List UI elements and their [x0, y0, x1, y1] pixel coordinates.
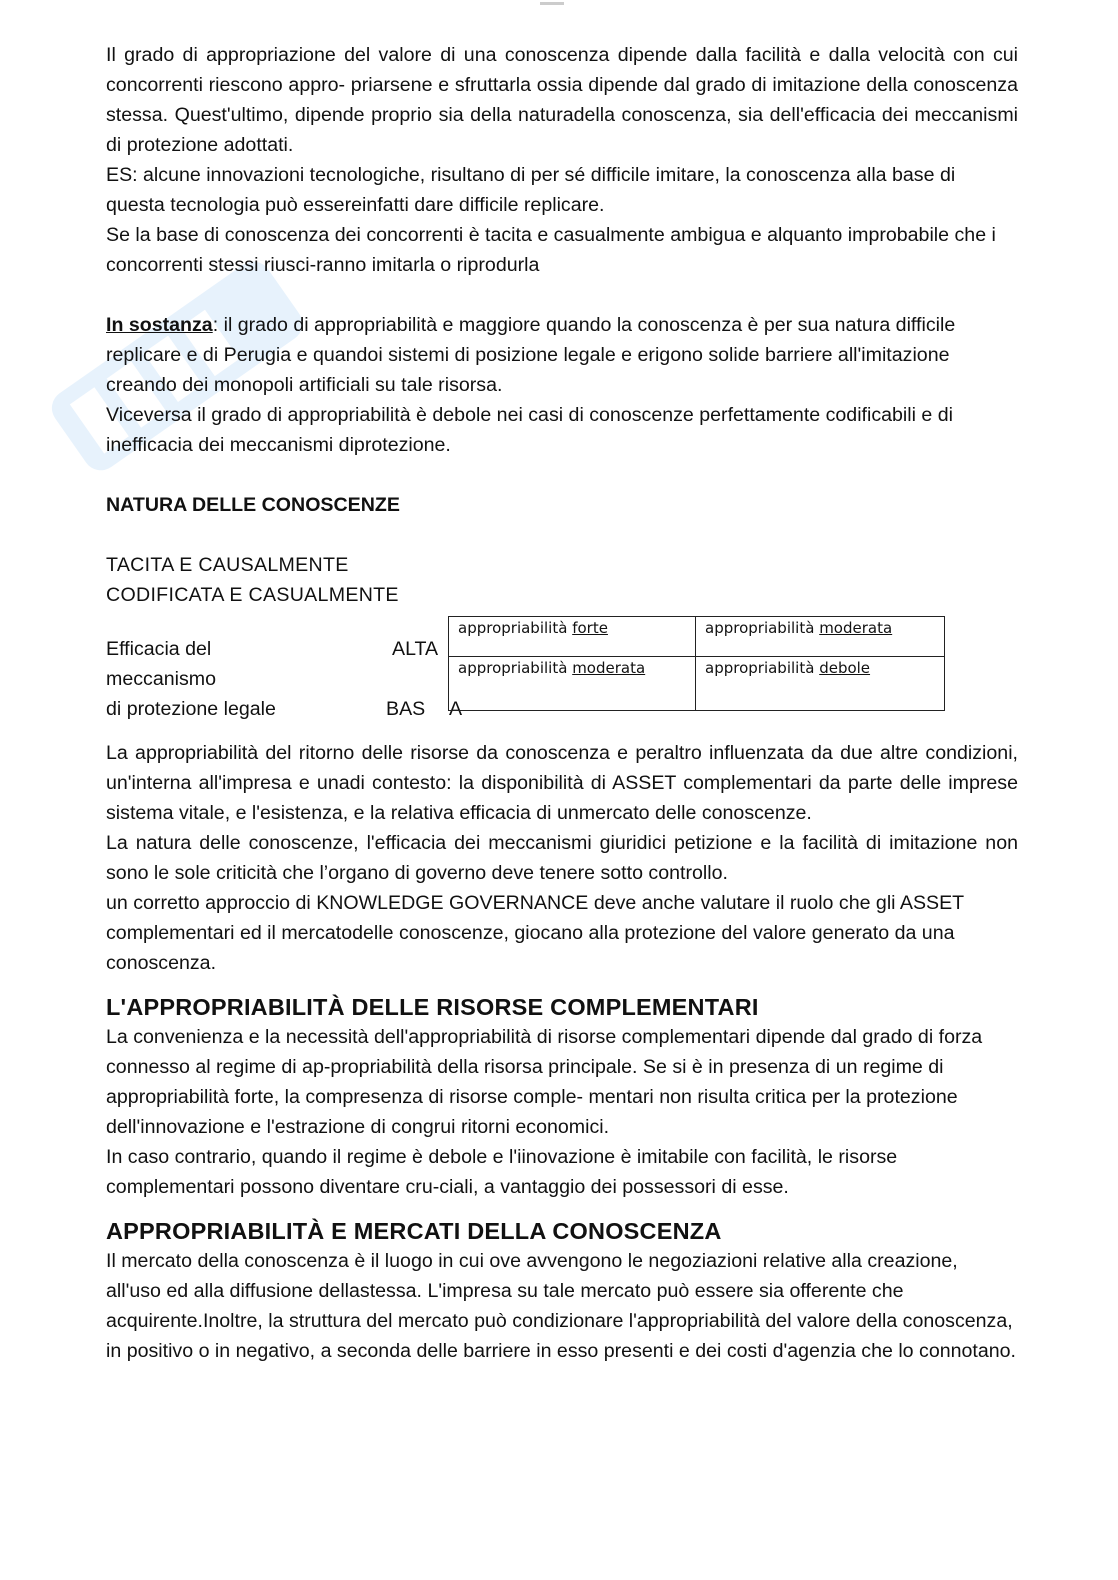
section-heading-complementary: L'APPROPRIABILITÀ DELLE RISORSE COMPLEMENTARI: [106, 994, 759, 1020]
matrix-row-label-2: meccanismo: [106, 668, 216, 690]
appropriability-matrix: [106, 614, 1018, 732]
matrix-row-label-1: Efficacia del: [106, 638, 212, 660]
matrix-cell-high-codified: appropriabilità moderata: [696, 617, 944, 657]
summary-text: : il grado di appropriabilità e maggiore quando la conoscenza è per sua natura difficile replicare e di Perugia e quandoi sistemi di posizione legale e erigono solide barriere all'imitazione creando dei monopoli artificiali su tale risorsa.: [106, 314, 956, 396]
matrix-level-low: BAS: [386, 698, 426, 720]
document-page: [106, 40, 1018, 1366]
matrix-level-high: ALTA: [392, 638, 439, 660]
section-markets-paragraph-1: Il mercato della conoscenza è il luogo in cui ove avvengono le negoziazioni relative alla creazione, all'uso ed alla diffusione dellastessa. L'impresa su tale mercato può essere sia offerente che acquirente.Inoltre, la struttura del mercato può condizionare l'appropriabilità del valore della conoscenza, in positivo o in negativo, a seconda delle barriere in esso presenti e dei costi d'agenzia che lo connotano.: [106, 1250, 1016, 1362]
matrix-cell-low-tacit: appropriabilità moderata: [449, 657, 696, 710]
matrix-row-label-3: di protezione legale: [106, 698, 276, 720]
section-complementary-paragraph-1: La convenienza e la necessità dell'appropriabilità di risorse complementari dipende dal grado di forza connesso al regime di ap-propriabilità della risorsa principale. Se si è in presenza di un regime di appropriabilità forte, la compresenza di risorse comple- mentari non risulta critica per la protezione dell'innovazione e l'estrazione di congrui ritorni economici.: [106, 1026, 983, 1138]
summary-paragraph-2: Viceversa il grado di appropriabilità è debole nei casi di conoscenze perfettamente codificabili e di inefficacia dei meccanismi diprotezione.: [106, 404, 954, 456]
summary-label: In sostanza: [106, 314, 213, 336]
nature-line-2: CODIFICATA E CASUALMENTE: [106, 584, 399, 606]
after-matrix-paragraph-2: La natura delle conoscenze, l'efficacia dei meccanismi giuridici petizione e la facilità di imitazione non sono le sole criticità che l’organo di governo deve tenere sotto controllo.: [106, 832, 1018, 884]
section-complementary-paragraph-2: In caso contrario, quando il regime è debole e l'iinovazione è imitabile con facilità, le risorse complementari possono diventare cru-ciali, a vantaggio dei possessori di esse.: [106, 1146, 898, 1198]
matrix-level-low-suffix: A: [449, 698, 463, 720]
intro-paragraph-1: Il grado di appropriazione del valore di una conoscenza dipende dalla facilità e dalla velocità con cui concorrenti riescono appro- priarsene e sfruttarla ossia dipende dal grado di imitazione della conoscenza stessa. Quest'ultimo, dipende proprio sia della naturadella conoscenza, sia dell'efficacia dei meccanismi di protezione adottati.: [106, 44, 1018, 156]
after-matrix-paragraph-3: un corretto approccio di KNOWLEDGE GOVERNANCE deve anche valutare il ruolo che gli ASSET complementari ed il mercatodelle conoscenze, giocano alla protezione del valore generato da una conoscenza.: [106, 892, 964, 974]
section-heading-markets: APPROPRIABILITÀ E MERCATI DELLA CONOSCENZA: [106, 1218, 722, 1244]
intro-paragraph-3: Se la base di conoscenza dei concorrenti è tacita e casualmente ambigua e alquanto improbabile che i concorrenti stessi riusci-ranno imitarla o riprodurla: [106, 224, 996, 276]
nature-line-1: TACITA E CAUSALMENTE: [106, 554, 349, 576]
intro-paragraph-2: ES: alcune innovazioni tecnologiche, risultano di per sé difficile imitare, la conoscenza alla base di questa tecnologia può essereinfatti dare difficile replicare.: [106, 164, 956, 216]
matrix-cell-high-tacit: appropriabilità forte: [449, 617, 696, 657]
nature-heading: NATURA DELLE CONOSCENZE: [106, 494, 400, 516]
matrix-cell-low-codified: appropriabilità debole: [705, 659, 871, 677]
summary-paragraph: [106, 310, 1018, 400]
matrix-grid: [448, 616, 945, 711]
header-mark: [540, 2, 564, 5]
after-matrix-paragraph-1: La appropriabilità del ritorno delle risorse da conoscenza e peraltro influenzata da due altre condizioni, un'interna all'impresa e unadi contesto: la disponibilità di ASSET complementari da parte delle imprese sistema vitale, e l'esistenza, e la relativa efficacia di unmercato delle conoscenze.: [106, 742, 1018, 824]
